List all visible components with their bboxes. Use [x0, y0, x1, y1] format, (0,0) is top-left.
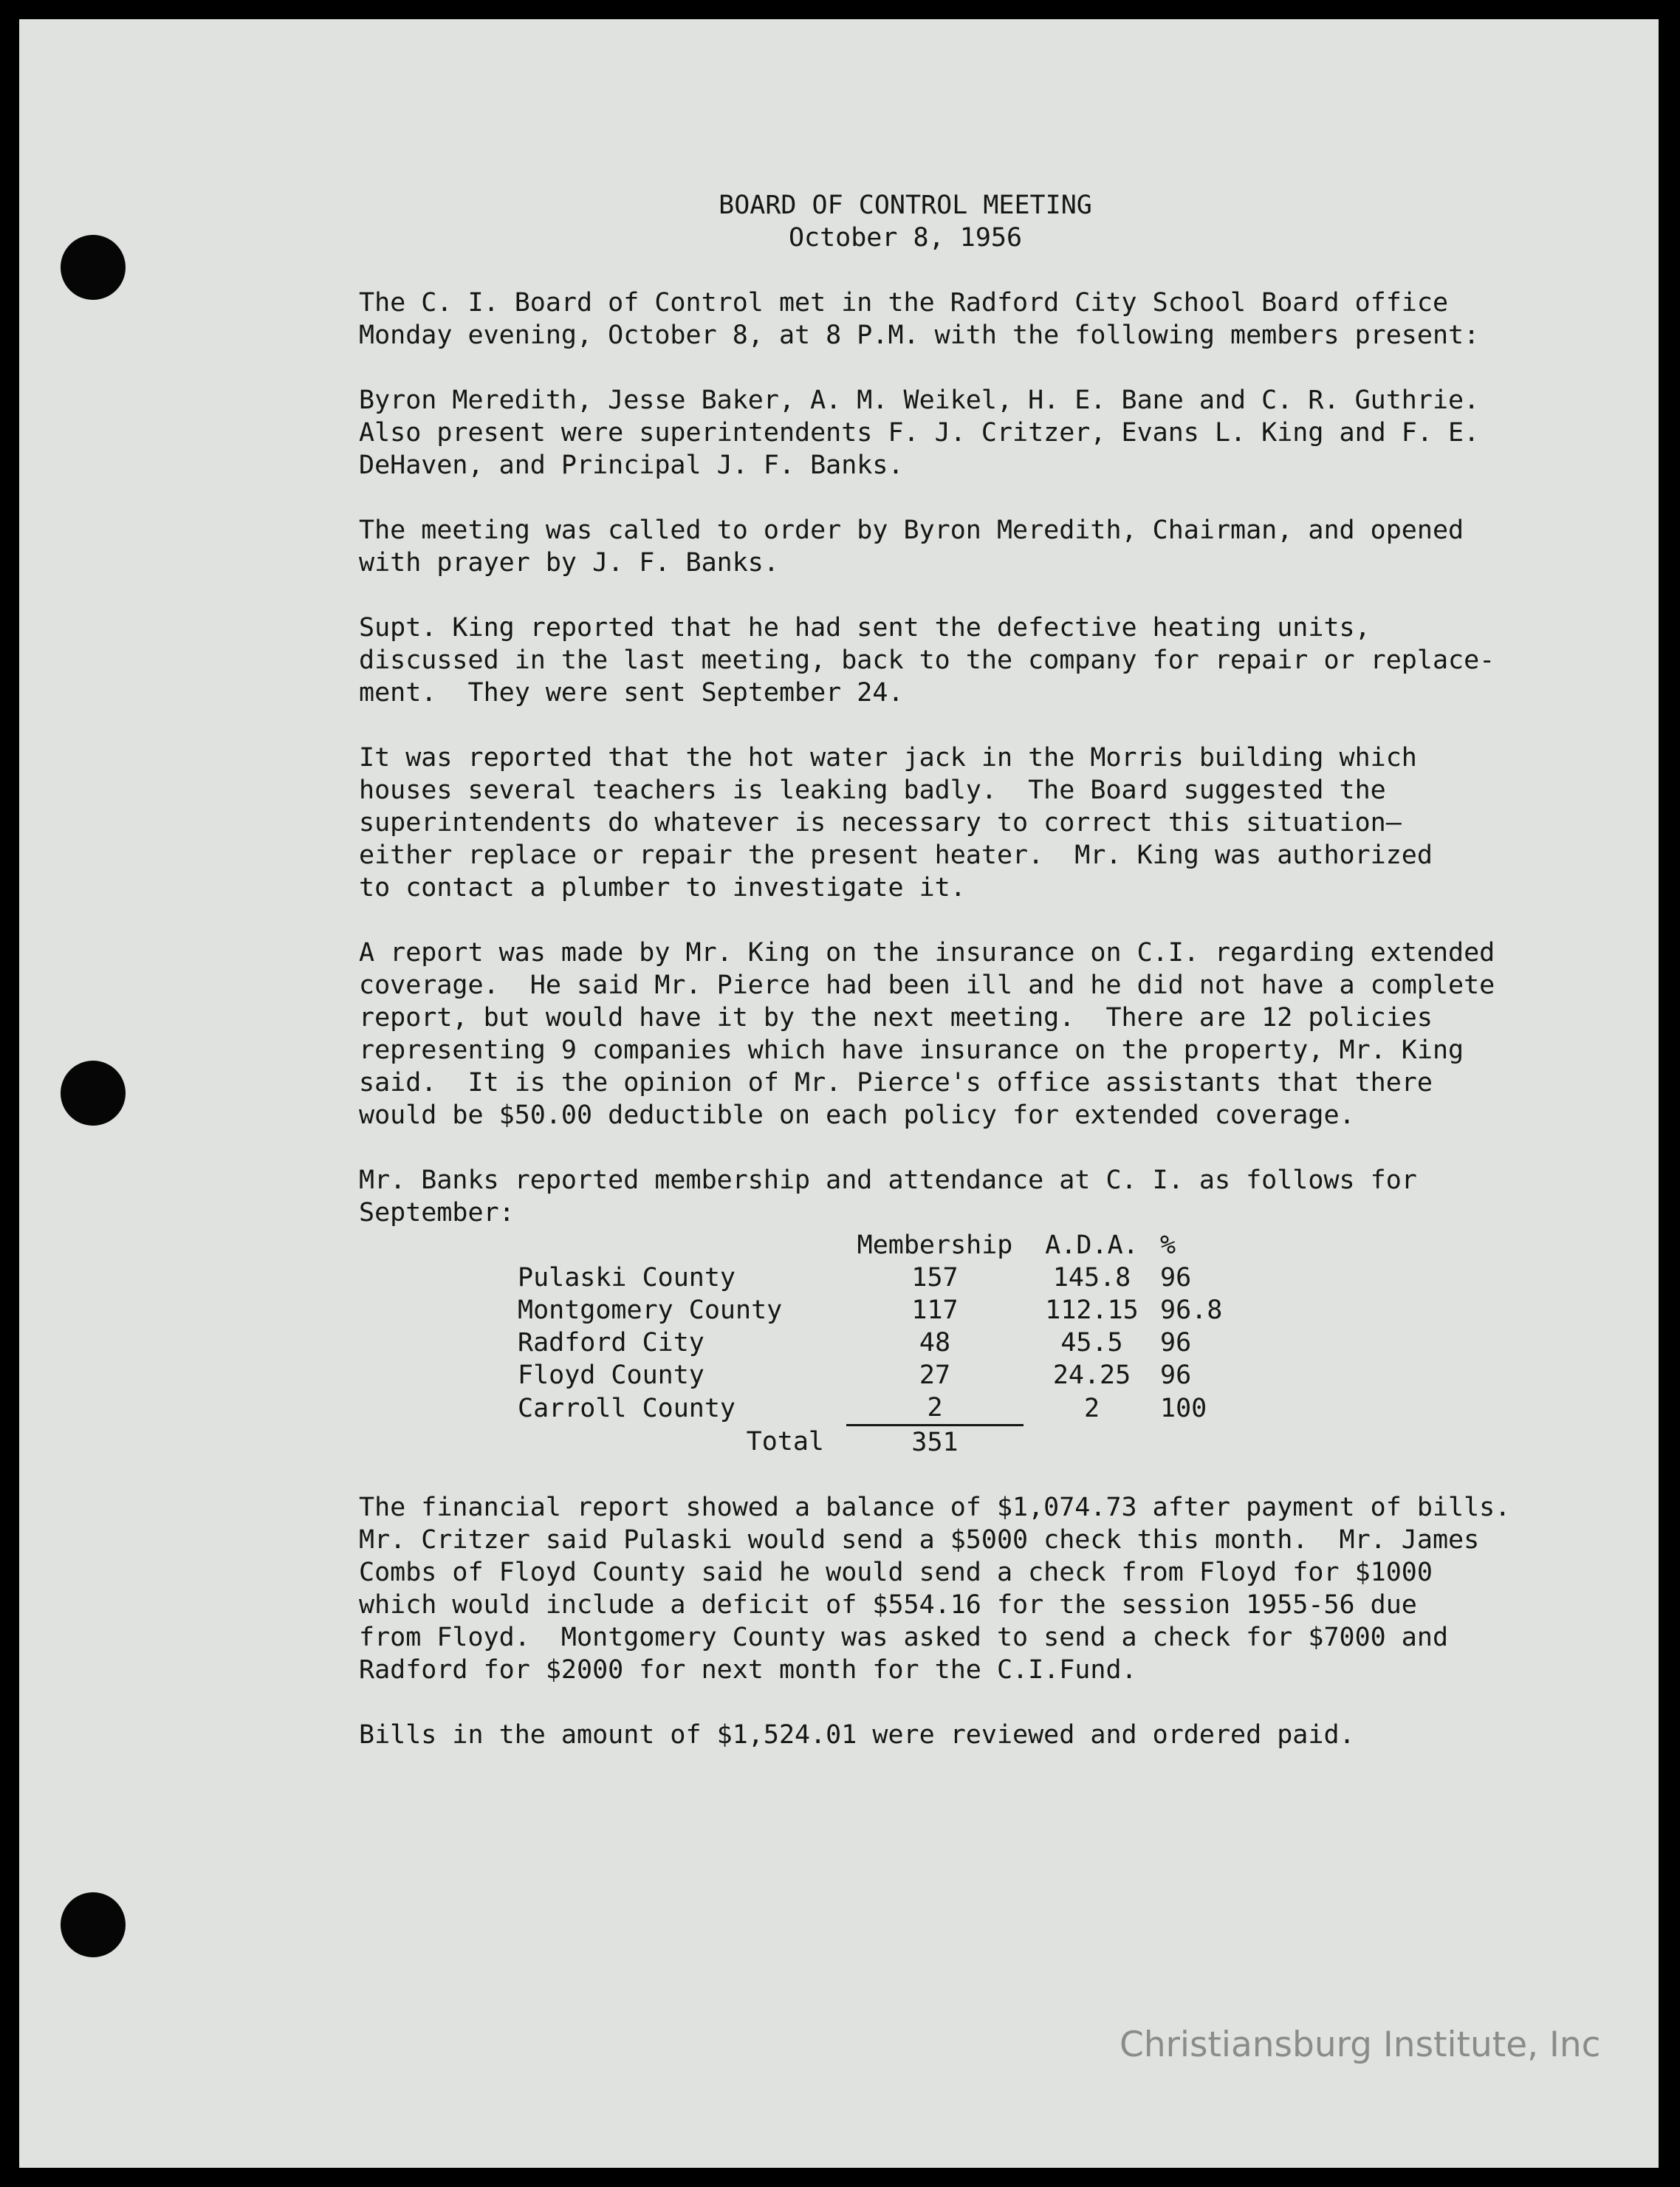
total-value: 351 — [911, 1428, 959, 1457]
percent-value: 96 — [1160, 1361, 1192, 1390]
column-header-ada: A.D.A. — [1045, 1231, 1139, 1260]
paragraph-members-present: Byron Meredith, Jesse Baker, A. M. Weikel, H. E. Bane and C. R. Guthrie. Also present were superintendents F. J. Critzer, Evans L. King and F. E. DeHaven, and Principal J. F. Banks. — [359, 386, 1480, 480]
table-row — [518, 1327, 1249, 1359]
membership-table — [518, 1229, 1249, 1459]
ada-value: 45.5 — [1060, 1328, 1123, 1358]
column-header-percent: % — [1160, 1231, 1176, 1260]
county-name: Radford City — [518, 1328, 704, 1358]
percent-value: 96 — [1160, 1328, 1192, 1358]
table-header-row — [518, 1229, 1249, 1262]
paragraph-bills: Bills in the amount of $1,524.01 were reviewed and ordered paid. — [359, 1720, 1355, 1750]
ada-value: 2 — [1083, 1393, 1100, 1423]
table-row — [518, 1359, 1249, 1392]
paragraph-membership-intro: Mr. Banks reported membership and attendance at C. I. as follows for September: — [359, 1166, 1417, 1228]
paragraph-financial-report: The financial report showed a balance of $1,074.73 after payment of bills. Mr. Critzer said Pulaski would send a $5000 check this month. Mr. James Combs of Floyd County said he would send a check from Floyd for $1000 which would include a deficit of $554.16 for the session 1955-56 due from Floyd. Montgomery County was asked to send a check for $7000 and Radford for $2000 for next month for the C.I.Fund. — [359, 1493, 1511, 1685]
ada-value: 145.8 — [1052, 1263, 1131, 1293]
watermark: Christiansburg Institute, Inc — [1120, 2025, 1601, 2065]
document-title: BOARD OF CONTROL MEETING — [719, 191, 1092, 220]
membership-value: 48 — [919, 1328, 951, 1358]
punch-hole — [61, 1061, 126, 1126]
meeting-minutes — [359, 189, 1600, 1751]
ada-value: 112.15 — [1045, 1296, 1139, 1325]
membership-value: 2 — [846, 1392, 1024, 1426]
membership-value: 157 — [911, 1263, 959, 1293]
punch-hole — [61, 235, 126, 300]
percent-value: 96 — [1160, 1263, 1192, 1293]
paragraph-call-to-order: The meeting was called to order by Byron Meredith, Chairman, and opened with prayer by J. F. Banks. — [359, 516, 1464, 578]
paragraph-water-jack: It was reported that the hot water jack in the Morris building which houses several teachers is leaking badly. The Board suggested the superintendents do whatever is necessary to correct this situation— either replace or repair the present heater. Mr. King was authorized to contact a plumber to investigate it. — [359, 743, 1433, 903]
county-name: Carroll County — [518, 1393, 736, 1423]
percent-value: 100 — [1160, 1393, 1207, 1423]
county-name: Floyd County — [518, 1361, 704, 1390]
table-row — [518, 1294, 1249, 1327]
membership-value: 117 — [911, 1296, 959, 1325]
paragraph-insurance: A report was made by Mr. King on the insurance on C.I. regarding extended coverage. He said Mr. Pierce had been ill and he did not have a complete report, but would have it by the next meeting. There are 12 policies representing 9 companies which have insurance on the property, Mr. King said. It is the opinion of Mr. Pierce's office assistants that there would be $50.00 deductible on each policy for extended coverage. — [359, 938, 1495, 1130]
county-name: Montgomery County — [518, 1296, 783, 1325]
membership-value: 27 — [919, 1361, 951, 1390]
document-page — [19, 19, 1659, 2168]
county-name: Pulaski County — [518, 1263, 736, 1293]
ada-value: 24.25 — [1052, 1361, 1131, 1390]
table-row — [518, 1392, 1249, 1426]
punch-hole — [61, 1892, 126, 1957]
percent-value: 96.8 — [1160, 1296, 1223, 1325]
paragraph-attendees-intro: The C. I. Board of Control met in the Radford City School Board office Monday evening, October 8, at 8 P.M. with the following members present: — [359, 288, 1480, 350]
meeting-date: October 8, 1956 — [788, 223, 1023, 253]
table-total-row — [518, 1426, 1249, 1459]
column-header-membership: Membership — [857, 1231, 1013, 1260]
table-row — [518, 1262, 1249, 1294]
total-label: Total — [746, 1427, 824, 1457]
paragraph-heating-units: Supt. King reported that he had sent the defective heating units, discussed in the last meeting, back to the company for repair or replace- ment. They were sent September 24. — [359, 613, 1495, 708]
title-block — [359, 189, 1452, 254]
